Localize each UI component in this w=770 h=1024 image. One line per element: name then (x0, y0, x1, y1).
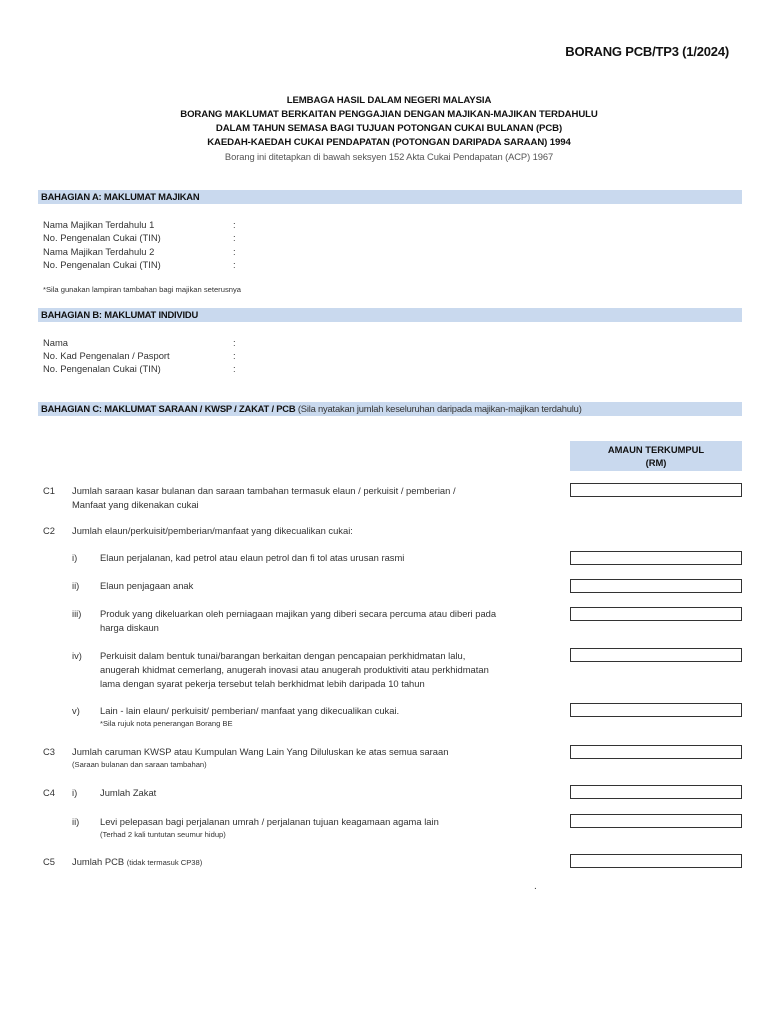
c2-iv-line-3: lama dengan syarat pekerja tersebut telah berkhidmat lebih daripada 10 tahun (100, 678, 425, 689)
c4-ii-number: ii) (72, 816, 80, 827)
c2-iv-number: iv) (72, 650, 82, 661)
c5-description (72, 855, 202, 870)
colon: : (233, 337, 236, 348)
c2-iv-amount-input[interactable] (570, 648, 742, 662)
amount-header-currency: (RM) (645, 457, 667, 468)
c4-i-number: i) (72, 787, 78, 798)
c2-v-number: v) (72, 705, 80, 716)
c5-amount-input[interactable] (570, 854, 742, 868)
c1-code: C1 (43, 485, 55, 496)
c2-v-note: *Sila rujuk nota penerangan Borang BE (100, 719, 233, 728)
individual-tin-label: No. Pengenalan Cukai (TIN) (43, 363, 161, 374)
c2-iii-amount-input[interactable] (570, 607, 742, 621)
c2-ii-description: Elaun penjagaan anak (100, 580, 194, 591)
c2-v-amount-input[interactable] (570, 703, 742, 717)
c3-note: (Saraan bulanan dan saraan tambahan) (72, 760, 207, 769)
c1-amount-input[interactable] (570, 483, 742, 497)
section-a-note: *Sila gunakan lampiran tambahan bagi majikan seterusnya (43, 285, 241, 294)
header-statute: Borang ini ditetapkan di bawah seksyen 152 Akta Cukai Pendapatan (ACP) 1967 (224, 151, 554, 162)
c2-iv-line-1: Perkuisit dalam bentuk tunai/barangan berkaitan dengan pencapaian perkhidmatan lalu, (100, 650, 466, 661)
c2-i-amount-input[interactable] (570, 551, 742, 565)
header-form-title: BORANG MAKLUMAT BERKAITAN PENGGAJIAN DENGAN MAJIKAN-MAJIKAN TERDAHULU (180, 109, 598, 120)
colon: : (233, 246, 236, 257)
c5-note: (tidak termasuk CP38) (126, 858, 203, 867)
header-agency: LEMBAGA HASIL DALAM NEGERI MALAYSIA (286, 95, 492, 106)
colon: : (233, 350, 236, 361)
c2-iv-description (100, 649, 489, 691)
c2-i-description: Elaun perjalanan, kad petrol atau elaun petrol dan fi tol atas urusan rasmi (100, 552, 405, 563)
c4-i-amount-input[interactable] (570, 785, 742, 799)
c5-text: Jumlah PCB (72, 856, 125, 867)
c2-ii-number: ii) (72, 580, 80, 591)
c4-ii-note: (Terhad 2 kali tuntutan seumur hidup) (100, 830, 226, 839)
section-a-title: BAHAGIAN A: MAKLUMAT MAJIKAN (38, 190, 742, 204)
c2-description: Jumlah elaun/perkuisit/pemberian/manfaat yang dikecualikan cukai: (72, 525, 353, 536)
c2-iii-number: iii) (72, 608, 82, 619)
section-c-title (38, 402, 742, 416)
form-code: BORANG PCB/TP3 (1/2024) (565, 44, 729, 59)
footer-dot: . (534, 881, 537, 892)
section-c-title-note: (Sila nyatakan jumlah keseluruhan daripada majikan-majikan terdahulu) (297, 403, 582, 414)
c2-code: C2 (43, 525, 55, 536)
colon: : (233, 232, 236, 243)
c3-description: Jumlah caruman KWSP atau Kumpulan Wang Lain Yang Diluluskan ke atas semua saraan (72, 746, 449, 757)
employer-2-name-label: Nama Majikan Terdahulu 2 (43, 246, 155, 257)
c2-ii-amount-input[interactable] (570, 579, 742, 593)
header-rules: KAEDAH-KAEDAH CUKAI PENDAPATAN (POTONGAN DARIPADA SARAAN) 1994 (207, 137, 571, 148)
c1-line-2: Manfaat yang dikenakan cukai (72, 499, 199, 510)
c2-i-number: i) (72, 552, 78, 563)
section-b-title: BAHAGIAN B: MAKLUMAT INDIVIDU (38, 308, 742, 322)
header-purpose: DALAM TAHUN SEMASA BAGI TUJUAN POTONGAN CUKAI BULANAN (PCB) (215, 123, 563, 134)
c2-iv-line-2: anugerah khidmat cemerlang, anugerah inovasi atau anugerah produktiviti atau perkhidmatan (100, 664, 489, 675)
employer-1-name-label: Nama Majikan Terdahulu 1 (43, 219, 155, 230)
c4-ii-description: Levi pelepasan bagi perjalanan umrah / perjalanan tujuan keagamaan agama lain (100, 816, 439, 827)
c2-v-description: Lain - lain elaun/ perkuisit/ pemberian/ manfaat yang dikecualikan cukai. (100, 705, 400, 716)
c5-code: C5 (43, 856, 55, 867)
employer-1-tin-label: No. Pengenalan Cukai (TIN) (43, 232, 161, 243)
c1-line-1: Jumlah saraan kasar bulanan dan saraan tambahan termasuk elaun / perkuisit / pemberian / (72, 485, 456, 496)
c1-description (72, 484, 456, 512)
c2-iii-description (100, 607, 496, 635)
c2-iii-line-1: Produk yang dikeluarkan oleh perniagaan majikan yang diberi secara percuma atau diberi pada (100, 608, 497, 619)
c2-iii-line-2: harga diskaun (100, 622, 159, 633)
c3-code: C3 (43, 746, 55, 757)
ic-passport-label: No. Kad Pengenalan / Pasport (43, 350, 170, 361)
amount-column-header (570, 441, 742, 471)
colon: : (233, 219, 236, 230)
employer-2-tin-label: No. Pengenalan Cukai (TIN) (43, 259, 161, 270)
name-label: Nama (43, 337, 69, 348)
c4-i-description: Jumlah Zakat (100, 787, 157, 798)
colon: : (233, 363, 236, 374)
c4-ii-amount-input[interactable] (570, 814, 742, 828)
amount-header-label: AMAUN TERKUMPUL (607, 444, 705, 455)
c4-code: C4 (43, 787, 55, 798)
colon: : (233, 259, 236, 270)
section-c-title-text: BAHAGIAN C: MAKLUMAT SARAAN / KWSP / ZAKAT / PCB (41, 403, 296, 414)
c3-amount-input[interactable] (570, 745, 742, 759)
